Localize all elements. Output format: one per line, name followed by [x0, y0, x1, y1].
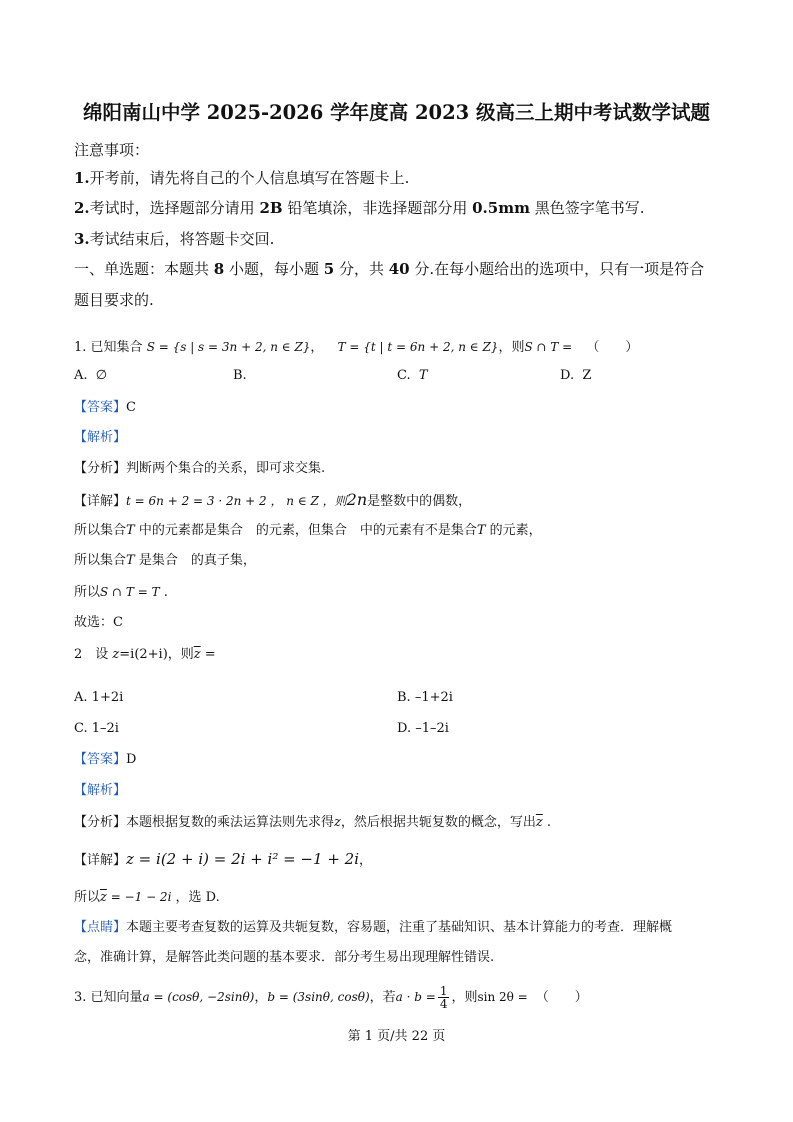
option-value: 1+2i — [91, 690, 124, 705]
notice-item-2 — [74, 198, 645, 218]
q2-option-b — [397, 688, 453, 708]
intersection-expression: S ∩ T = — [524, 340, 573, 354]
notice-item-text: 铅笔填涂，非选择题部分用 — [282, 199, 473, 217]
solution-text: 的元素， — [485, 523, 542, 538]
option-label: B. — [397, 690, 411, 705]
notice-item-text: 考试时，选择题部分请用 — [89, 199, 260, 217]
option-label: A. — [74, 690, 88, 705]
option-label: D. — [397, 721, 412, 736]
dianjing-tag: 【点睛】 — [74, 920, 127, 935]
solution-text: 所以 — [74, 585, 101, 600]
q1-answer — [74, 398, 136, 418]
solution-text: 所以集合 — [74, 523, 127, 538]
option-label: B. — [233, 368, 247, 383]
fenxi-text: . — [542, 815, 552, 830]
xiangjie-tag: 【详解】 — [74, 853, 127, 868]
notice-item-1 — [74, 168, 409, 188]
option-value: ∅ — [95, 368, 108, 383]
question-text: ，若 — [369, 990, 396, 1005]
page-title: 绵阳南山中学 2025-2026 学年度高 2023 级高三上期中考试数学试题 — [82, 101, 711, 124]
dianjing-text: 本题主要考查复数的运算及共轭复数，容易题，注重了基础知识、基本计算能力的考查．理解概 — [126, 920, 673, 935]
set-s-definition: S = {s | s = 3n + 2, n ∈ Z} — [146, 340, 311, 354]
q2-dianjing-line-2: 念，准确计算，是解答此类问题的基本要求．部分考生易出现理解性错误. — [74, 950, 495, 965]
q2-answer — [74, 750, 136, 770]
answer-parentheses: （ ） — [535, 990, 588, 1005]
question-3-stem — [74, 985, 588, 1010]
notice-item-bold: 0.5mm — [472, 199, 530, 217]
q1-reason-line-3 — [74, 582, 168, 603]
fraction-denominator: 4 — [439, 997, 448, 1011]
q1-analysis-tag — [74, 428, 126, 448]
answer-tag: 【答案】 — [74, 400, 127, 415]
section-number: 40 — [388, 260, 410, 278]
option-value: 1–2i — [91, 721, 119, 736]
solution-math: T — [126, 523, 135, 538]
fenxi-tag: 【分析】 — [74, 815, 127, 830]
fenxi-math: z — [334, 815, 341, 830]
q1-option-c — [397, 366, 428, 386]
xiangjie-tag: 【详解】 — [74, 494, 127, 509]
notice-item-bold: 2B — [259, 199, 283, 217]
question-text: =i(2+i)，则 — [119, 647, 194, 662]
q1-fenxi — [74, 459, 325, 479]
fraction — [438, 985, 450, 1010]
xiangjie-text: 是整数中的偶数， — [367, 494, 472, 509]
fenxi-tag: 【分析】 — [74, 461, 127, 476]
notice-item-number: 1. — [74, 169, 90, 187]
fenxi-text: 判断两个集合的关系，即可求交集. — [126, 461, 326, 476]
dot-product: a · b = — [395, 990, 436, 1004]
answer-parentheses: （ ） — [586, 340, 639, 355]
q2-option-a — [74, 688, 123, 708]
option-value: T — [418, 368, 428, 383]
question-text: ，则 — [498, 340, 525, 355]
option-label: C. — [74, 721, 88, 736]
section-text: 小题，每小题 — [224, 260, 324, 278]
q1-conclusion: 故选：C — [74, 615, 123, 630]
option-label: A. — [74, 368, 88, 383]
question-1-stem — [74, 337, 638, 358]
q2-dianjing-line-1 — [74, 918, 672, 938]
q1-xiangjie — [74, 490, 471, 512]
question-text: 1. 已知集合 — [74, 340, 143, 355]
q2-analysis-tag — [74, 781, 126, 801]
fraction-numerator: 1 — [439, 984, 448, 998]
answer-value: D — [126, 752, 137, 767]
section-heading-line2: 题目要求的. — [74, 291, 154, 309]
solution-math: S ∩ T = T — [100, 585, 160, 599]
solution-math: T — [476, 523, 486, 538]
q2-option-d — [397, 719, 449, 739]
solution-math: T — [126, 553, 135, 568]
solution-text: 中的元素都是集合 的元素，但集合 中的元素有不是集合 — [134, 523, 477, 538]
q2-option-c — [74, 719, 119, 739]
q2-conclusion — [74, 887, 220, 908]
section-heading-line1 — [74, 259, 704, 279]
xiangjie-math: z = i(2 + i) = 2i + i² = −1 + 2i — [126, 850, 359, 868]
q1-reason-line-1 — [74, 521, 542, 541]
section-text: 一、单选题：本题共 — [74, 260, 214, 278]
notice-item-text: 考试结束后，将答题卡交回. — [89, 230, 275, 248]
solution-text: ，选 D. — [171, 890, 220, 905]
question-text: = — [200, 647, 216, 662]
option-value: Z — [582, 368, 592, 383]
solution-math: $\overline{z}$ — [100, 890, 107, 905]
solution-text: 是集合 的真子集， — [134, 553, 256, 568]
xiangjie-text: ， — [359, 853, 373, 868]
option-label: C. — [397, 368, 411, 383]
q2-fenxi — [74, 813, 551, 833]
q1-reason-line-2 — [74, 551, 256, 571]
solution-math: = −1 − 2i — [106, 890, 172, 904]
solution-text: . — [159, 585, 168, 600]
notice-item-number: 2. — [74, 199, 90, 217]
fenxi-text: ，然后根据共轭复数的概念，写出 — [340, 815, 536, 830]
question-text: ，则 — [451, 990, 478, 1005]
q1-option-a — [74, 366, 107, 386]
q2-xiangjie — [74, 849, 372, 871]
page-footer: 第 1 页/共 22 页 — [347, 1029, 446, 1044]
analysis-tag: 【解析】 — [74, 783, 127, 798]
question-text: 3. 已知向量 — [74, 990, 143, 1005]
notice-item-3 — [74, 229, 274, 249]
vector-b: b = (3sinθ, cosθ) — [267, 990, 370, 1004]
option-label: D. — [560, 368, 575, 383]
question-text: ， — [254, 990, 268, 1005]
section-text: 分.在每小题给出的选项中，只有一项是符合 — [409, 260, 705, 278]
answer-value: C — [126, 400, 136, 415]
vector-a: a = (cosθ, −2sinθ) — [142, 990, 255, 1004]
question-text: ， — [310, 340, 324, 355]
notice-item-text: 黑色签字笔书写. — [529, 199, 645, 217]
answer-tag: 【答案】 — [74, 752, 127, 767]
notice-item-number: 3. — [74, 230, 90, 248]
notice-heading: 注意事项： — [74, 141, 150, 159]
section-number: 5 — [323, 260, 335, 278]
analysis-tag: 【解析】 — [74, 430, 127, 445]
fenxi-math: $\overline{z}$ — [535, 815, 543, 830]
section-number: 8 — [213, 260, 225, 278]
section-text: 分，共 — [334, 260, 389, 278]
notice-item-text: 开考前，请先将自己的个人信息填写在答题卡上. — [89, 169, 410, 187]
q1-option-d — [560, 366, 591, 386]
q1-option-b — [233, 366, 247, 386]
xiangjie-math: 2n — [346, 490, 368, 509]
solution-text: 所以 — [74, 890, 101, 905]
question-text: 2 设 — [74, 647, 113, 662]
solution-text: 所以集合 — [74, 553, 127, 568]
question-math: z — [112, 647, 120, 662]
set-t-definition: T = {t | t = 6n + 2, n ∈ Z} — [337, 340, 499, 354]
sin-expression: sin 2θ = — [477, 990, 528, 1004]
xiangjie-math: t = 6n + 2 = 3 · 2n + 2 ， n ∈ Z ，则 — [126, 494, 347, 508]
question-2-stem — [74, 645, 216, 665]
option-value: –1–2i — [415, 721, 449, 736]
fenxi-text: 本题根据复数的乘法运算法则先求得 — [126, 815, 335, 830]
question-math: $\overline{z}$ — [193, 647, 201, 662]
option-value: –1+2i — [414, 690, 453, 705]
